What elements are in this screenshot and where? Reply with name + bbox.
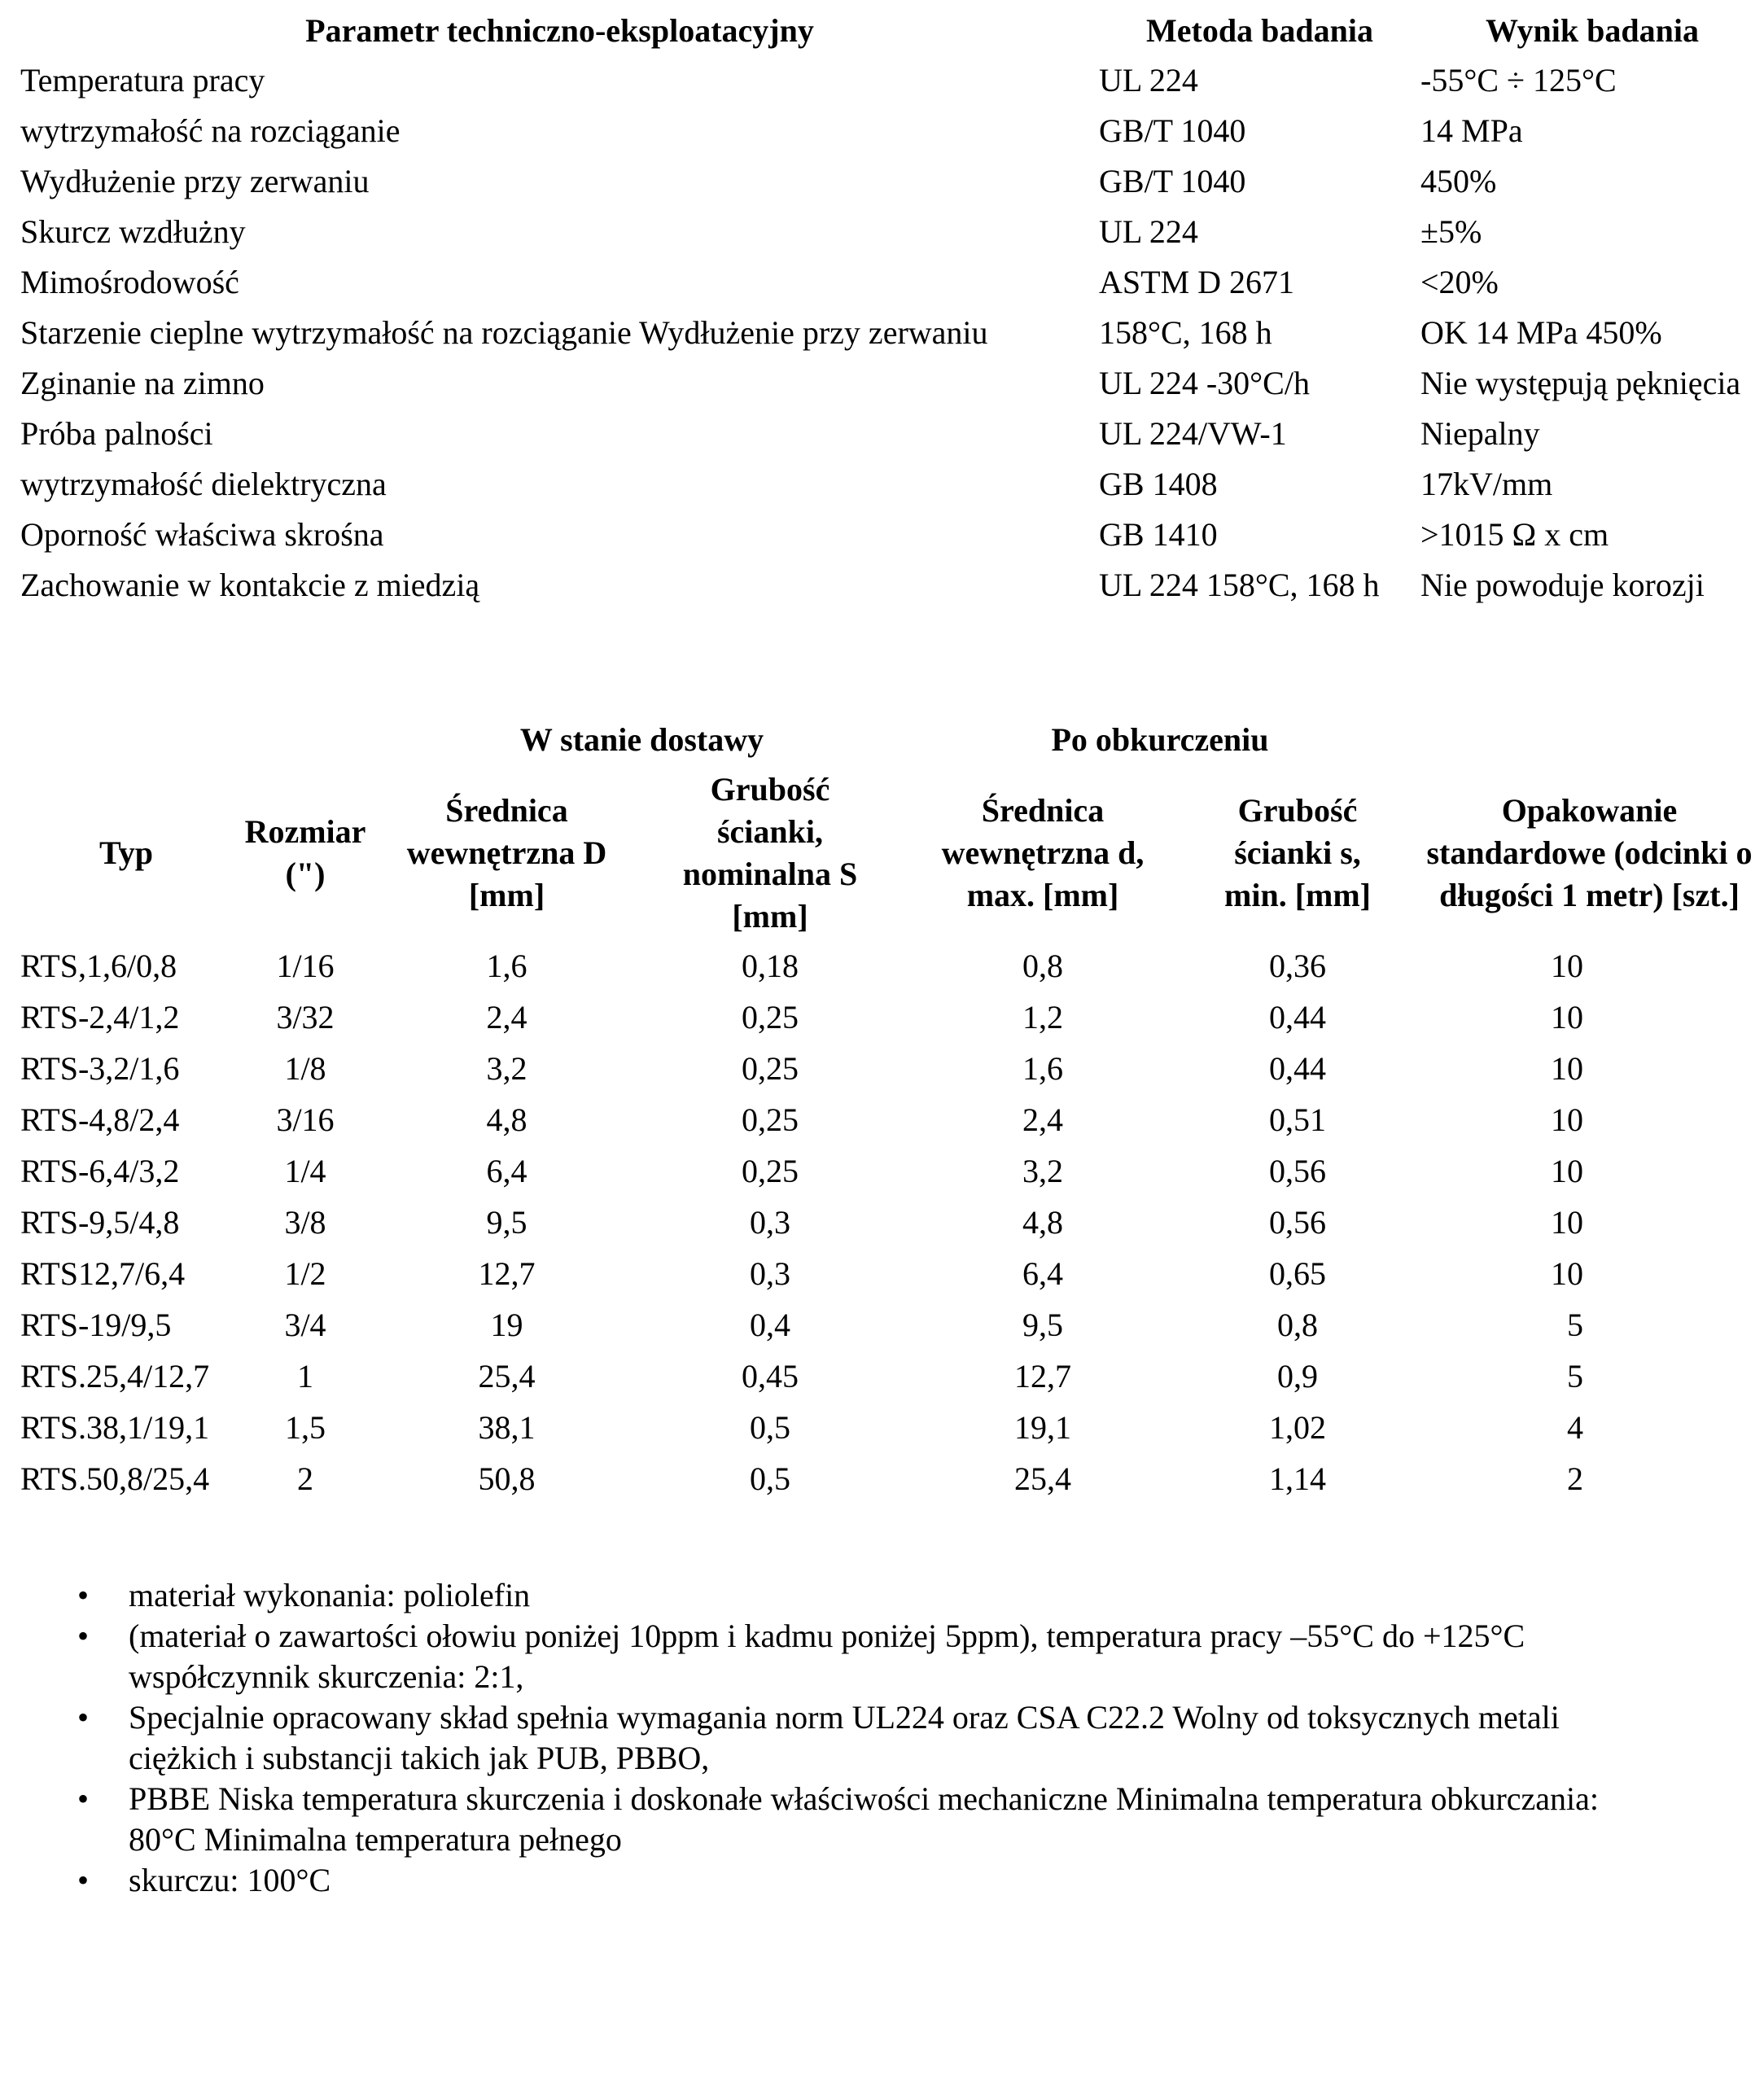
params-col-header-parametr: Parametr techniczno-eksploatacyjny	[305, 12, 814, 49]
params-header-row	[20, 7, 1764, 55]
size-inch: 1,5	[285, 1409, 326, 1446]
size-inch: 1/2	[284, 1255, 326, 1292]
wall-thickness-s: 0,51	[1269, 1101, 1326, 1138]
type: RTS-6,4/3,2	[20, 1153, 180, 1189]
test-result: Niepalny	[1420, 415, 1540, 452]
bullet-icon: •	[77, 1780, 90, 1817]
inner-diameter-D: 25,4	[478, 1358, 536, 1394]
inner-diameter-d: 0,8	[1022, 948, 1063, 984]
header-line: Typ	[99, 834, 153, 871]
wall-thickness-s: 0,36	[1269, 948, 1326, 984]
wall-thickness-S: 0,25	[742, 999, 799, 1035]
params-row	[20, 55, 1764, 106]
header-line: [mm]	[732, 897, 808, 935]
size-inch: 1/4	[284, 1153, 326, 1189]
inner-diameter-D: 19	[490, 1307, 523, 1343]
package-qty: 10	[1551, 1153, 1583, 1189]
size-col-header	[379, 765, 635, 940]
type: RTS-19/9,5	[20, 1307, 172, 1343]
type: RTS-9,5/4,8	[20, 1204, 180, 1241]
test-result: 450%	[1420, 163, 1497, 199]
wall-thickness-s: 0,56	[1269, 1153, 1326, 1189]
param-name: Oporność właściwa skrośna	[20, 516, 384, 553]
package-qty: 10	[1551, 1255, 1583, 1292]
header-line: max. [mm]	[966, 876, 1119, 913]
header-line: min. [mm]	[1224, 876, 1371, 913]
note-item	[77, 1779, 1754, 1860]
params-rows	[20, 55, 1764, 611]
note-text	[129, 1697, 1754, 1779]
type: RTS.25,4/12,7	[20, 1358, 210, 1394]
type: RTS12,7/6,4	[20, 1255, 186, 1292]
wall-thickness-S: 0,5	[750, 1409, 790, 1446]
inner-diameter-D: 2,4	[486, 999, 527, 1035]
param-name: Skurcz wzdłużny	[20, 213, 246, 250]
test-method: UL 224 158°C, 168 h	[1099, 567, 1380, 603]
test-method: UL 224	[1099, 213, 1198, 250]
size-inch: 3/16	[276, 1101, 335, 1138]
params-row	[20, 409, 1764, 459]
inner-diameter-D: 1,6	[486, 948, 527, 984]
type: RTS-3,2/1,6	[20, 1050, 180, 1087]
inner-diameter-d: 12,7	[1014, 1358, 1071, 1394]
inner-diameter-D: 3,2	[486, 1050, 527, 1087]
test-method: GB 1408	[1099, 466, 1218, 502]
wall-thickness-s: 1,02	[1269, 1409, 1326, 1446]
inner-diameter-d: 1,6	[1022, 1050, 1063, 1087]
inner-diameter-d: 2,4	[1022, 1101, 1063, 1138]
wall-thickness-s: 0,56	[1269, 1204, 1326, 1241]
params-row	[20, 308, 1764, 358]
notes-list	[77, 1575, 1754, 1901]
type: RTS.38,1/19,1	[20, 1409, 210, 1446]
package-qty: 5	[1567, 1307, 1583, 1343]
inner-diameter-D: 4,8	[486, 1101, 527, 1138]
group-header-w-stanie-dostawy: W stanie dostawy	[519, 721, 764, 758]
bullet-icon: •	[77, 1577, 90, 1613]
param-name: wytrzymałość na rozciąganie	[20, 112, 401, 149]
size-row	[20, 1402, 1764, 1453]
wall-thickness-s: 0,8	[1277, 1307, 1318, 1343]
size-row	[20, 992, 1764, 1043]
note-item	[77, 1575, 1754, 1616]
note-line: skurczu: 100°C	[129, 1862, 331, 1898]
header-line: Rozmiar	[244, 812, 366, 850]
header-line: Grubość	[1237, 791, 1358, 829]
note-line: ciężkich i substancji takich jak PUB, PBBO,	[129, 1740, 710, 1776]
inner-diameter-D: 9,5	[486, 1204, 527, 1241]
note-text	[129, 1616, 1754, 1697]
params-col-header-metoda: Metoda badania	[1146, 12, 1373, 49]
bullet-icon: •	[77, 1699, 90, 1736]
package-qty: 10	[1551, 1101, 1583, 1138]
size-col-header	[20, 765, 232, 940]
test-method: UL 224/VW-1	[1099, 415, 1287, 452]
params-table	[20, 7, 1764, 611]
wall-thickness-S: 0,5	[750, 1460, 790, 1497]
header-line: Średnica	[445, 791, 568, 829]
inner-diameter-d: 25,4	[1014, 1460, 1071, 1497]
note-line: (materiał o zawartości ołowiu poniżej 10ppm i kadmu poniżej 5ppm), temperatura pracy –55°C do +125°C	[129, 1618, 1525, 1654]
size-table	[20, 715, 1764, 1504]
size-col-header	[1415, 765, 1764, 940]
size-inch: 1/8	[284, 1050, 326, 1087]
header-line: standardowe (odcinki o	[1426, 834, 1753, 871]
test-method: UL 224 -30°C/h	[1099, 365, 1310, 401]
note-text	[129, 1860, 1754, 1901]
inner-diameter-d: 9,5	[1022, 1307, 1063, 1343]
header-line: Grubość	[710, 770, 830, 808]
size-header-row	[20, 765, 1764, 940]
note-text	[129, 1575, 1754, 1616]
bullet-icon: •	[77, 1618, 90, 1654]
param-name: wytrzymałość dielektryczna	[20, 466, 387, 502]
package-qty: 5	[1567, 1358, 1583, 1394]
params-row	[20, 510, 1764, 560]
package-qty: 10	[1551, 1204, 1583, 1241]
test-result: ±5%	[1420, 213, 1482, 250]
size-col-header	[635, 765, 905, 940]
size-row	[20, 1145, 1764, 1197]
test-method: UL 224	[1099, 62, 1198, 99]
note-line: PBBE Niska temperatura skurczenia i doskonałe właściwości mechaniczne Minimalna temperatura obkurczania:	[129, 1780, 1600, 1817]
test-method: GB/T 1040	[1099, 112, 1246, 149]
wall-thickness-s: 0,44	[1269, 999, 1326, 1035]
inner-diameter-D: 6,4	[486, 1153, 527, 1189]
inner-diameter-D: 12,7	[478, 1255, 536, 1292]
note-line: materiał wykonania: poliolefin	[129, 1577, 531, 1613]
param-name: Zachowanie w kontakcie z miedzią	[20, 567, 480, 603]
param-name: Wydłużenie przy zerwaniu	[20, 163, 370, 199]
params-row	[20, 459, 1764, 510]
inner-diameter-d: 19,1	[1014, 1409, 1071, 1446]
group-header-po-obkurczeniu: Po obkurczeniu	[1051, 721, 1269, 758]
inner-diameter-D: 38,1	[478, 1409, 536, 1446]
wall-thickness-s: 0,44	[1269, 1050, 1326, 1087]
test-result: Nie powoduje korozji	[1420, 567, 1705, 603]
size-row	[20, 940, 1764, 992]
type: RTS.50,8/25,4	[20, 1460, 210, 1497]
test-method: ASTM D 2671	[1099, 264, 1295, 300]
param-name: Zginanie na zimno	[20, 365, 265, 401]
size-row	[20, 1248, 1764, 1299]
test-result: >1015 Ω x cm	[1420, 516, 1609, 553]
size-row	[20, 1094, 1764, 1145]
package-qty: 10	[1551, 1050, 1583, 1087]
test-method: 158°C, 168 h	[1099, 314, 1272, 351]
type: RTS,1,6/0,8	[20, 948, 177, 984]
size-col-header	[905, 765, 1180, 940]
size-group-header-row	[20, 715, 1764, 765]
params-row	[20, 156, 1764, 207]
test-method: GB 1410	[1099, 516, 1218, 553]
size-row	[20, 1299, 1764, 1351]
note-line: 80°C Minimalna temperatura pełnego	[129, 1821, 622, 1858]
size-col-header	[232, 765, 379, 940]
note-item	[77, 1697, 1754, 1779]
size-row	[20, 1351, 1764, 1402]
type: RTS-2,4/1,2	[20, 999, 180, 1035]
inner-diameter-d: 1,2	[1022, 999, 1063, 1035]
test-result: 17kV/mm	[1420, 466, 1553, 502]
size-col-header	[1180, 765, 1415, 940]
note-item	[77, 1860, 1754, 1901]
test-result: OK 14 MPa 450%	[1420, 314, 1662, 351]
size-inch: 2	[297, 1460, 313, 1497]
wall-thickness-S: 0,25	[742, 1153, 799, 1189]
size-row	[20, 1453, 1764, 1504]
package-qty: 10	[1551, 948, 1583, 984]
test-result: Nie występują pęknięcia	[1420, 365, 1741, 401]
package-qty: 4	[1567, 1409, 1583, 1446]
test-result: 14 MPa	[1420, 112, 1523, 149]
size-inch: 3/4	[284, 1307, 326, 1343]
note-line: Specjalnie opracowany skład spełnia wymagania norm UL224 oraz CSA C22.2 Wolny od toksycznych metali	[129, 1699, 1560, 1736]
params-row	[20, 106, 1764, 156]
param-name: Mimośrodowość	[20, 264, 239, 300]
note-text	[129, 1779, 1754, 1860]
param-name: Starzenie cieplne wytrzymałość na rozciąganie Wydłużenie przy zerwaniu	[20, 314, 988, 351]
size-row	[20, 1043, 1764, 1094]
type: RTS-4,8/2,4	[20, 1101, 180, 1138]
size-inch: 3/8	[284, 1204, 326, 1241]
size-row	[20, 1197, 1764, 1248]
size-inch: 1	[297, 1358, 313, 1394]
params-col-header-wynik: Wynik badania	[1486, 12, 1699, 49]
wall-thickness-s: 1,14	[1269, 1460, 1326, 1497]
wall-thickness-S: 0,25	[742, 1050, 799, 1087]
test-result: <20%	[1420, 264, 1499, 300]
package-qty: 10	[1551, 999, 1583, 1035]
header-line: wewnętrzna d,	[941, 834, 1145, 871]
inner-diameter-d: 4,8	[1022, 1204, 1063, 1241]
header-line: nominalna S	[682, 855, 858, 892]
size-inch: 3/32	[276, 999, 335, 1035]
header-line: ścianki s,	[1234, 834, 1361, 871]
param-name: Próba palności	[20, 415, 213, 452]
inner-diameter-d: 3,2	[1022, 1153, 1063, 1189]
wall-thickness-S: 0,18	[742, 948, 799, 984]
size-inch: 1/16	[276, 948, 335, 984]
package-qty: 2	[1567, 1460, 1583, 1497]
wall-thickness-S: 0,25	[742, 1101, 799, 1138]
header-line: [mm]	[468, 876, 545, 913]
header-line: ścianki,	[716, 812, 824, 850]
params-row	[20, 257, 1764, 308]
header-line: Opakowanie	[1501, 791, 1678, 829]
wall-thickness-S: 0,3	[750, 1255, 790, 1292]
size-rows	[20, 940, 1764, 1504]
test-method: GB/T 1040	[1099, 163, 1246, 199]
bullet-icon: •	[77, 1862, 90, 1898]
param-name: Temperatura pracy	[20, 62, 265, 99]
inner-diameter-D: 50,8	[478, 1460, 536, 1497]
wall-thickness-S: 0,4	[750, 1307, 790, 1343]
header-line: długości 1 metr) [szt.]	[1439, 876, 1740, 913]
params-row	[20, 358, 1764, 409]
header-line: wewnętrzna D	[406, 834, 607, 871]
inner-diameter-d: 6,4	[1022, 1255, 1063, 1292]
wall-thickness-s: 0,9	[1277, 1358, 1318, 1394]
params-row	[20, 560, 1764, 611]
wall-thickness-S: 0,45	[742, 1358, 799, 1394]
wall-thickness-s: 0,65	[1269, 1255, 1326, 1292]
params-row	[20, 207, 1764, 257]
note-line: współczynnik skurczenia: 2:1,	[129, 1658, 524, 1695]
wall-thickness-S: 0,3	[750, 1204, 790, 1241]
test-result: -55°C ÷ 125°C	[1420, 62, 1617, 99]
note-item	[77, 1616, 1754, 1697]
header-line: (")	[285, 855, 326, 892]
header-line: Średnica	[981, 791, 1105, 829]
